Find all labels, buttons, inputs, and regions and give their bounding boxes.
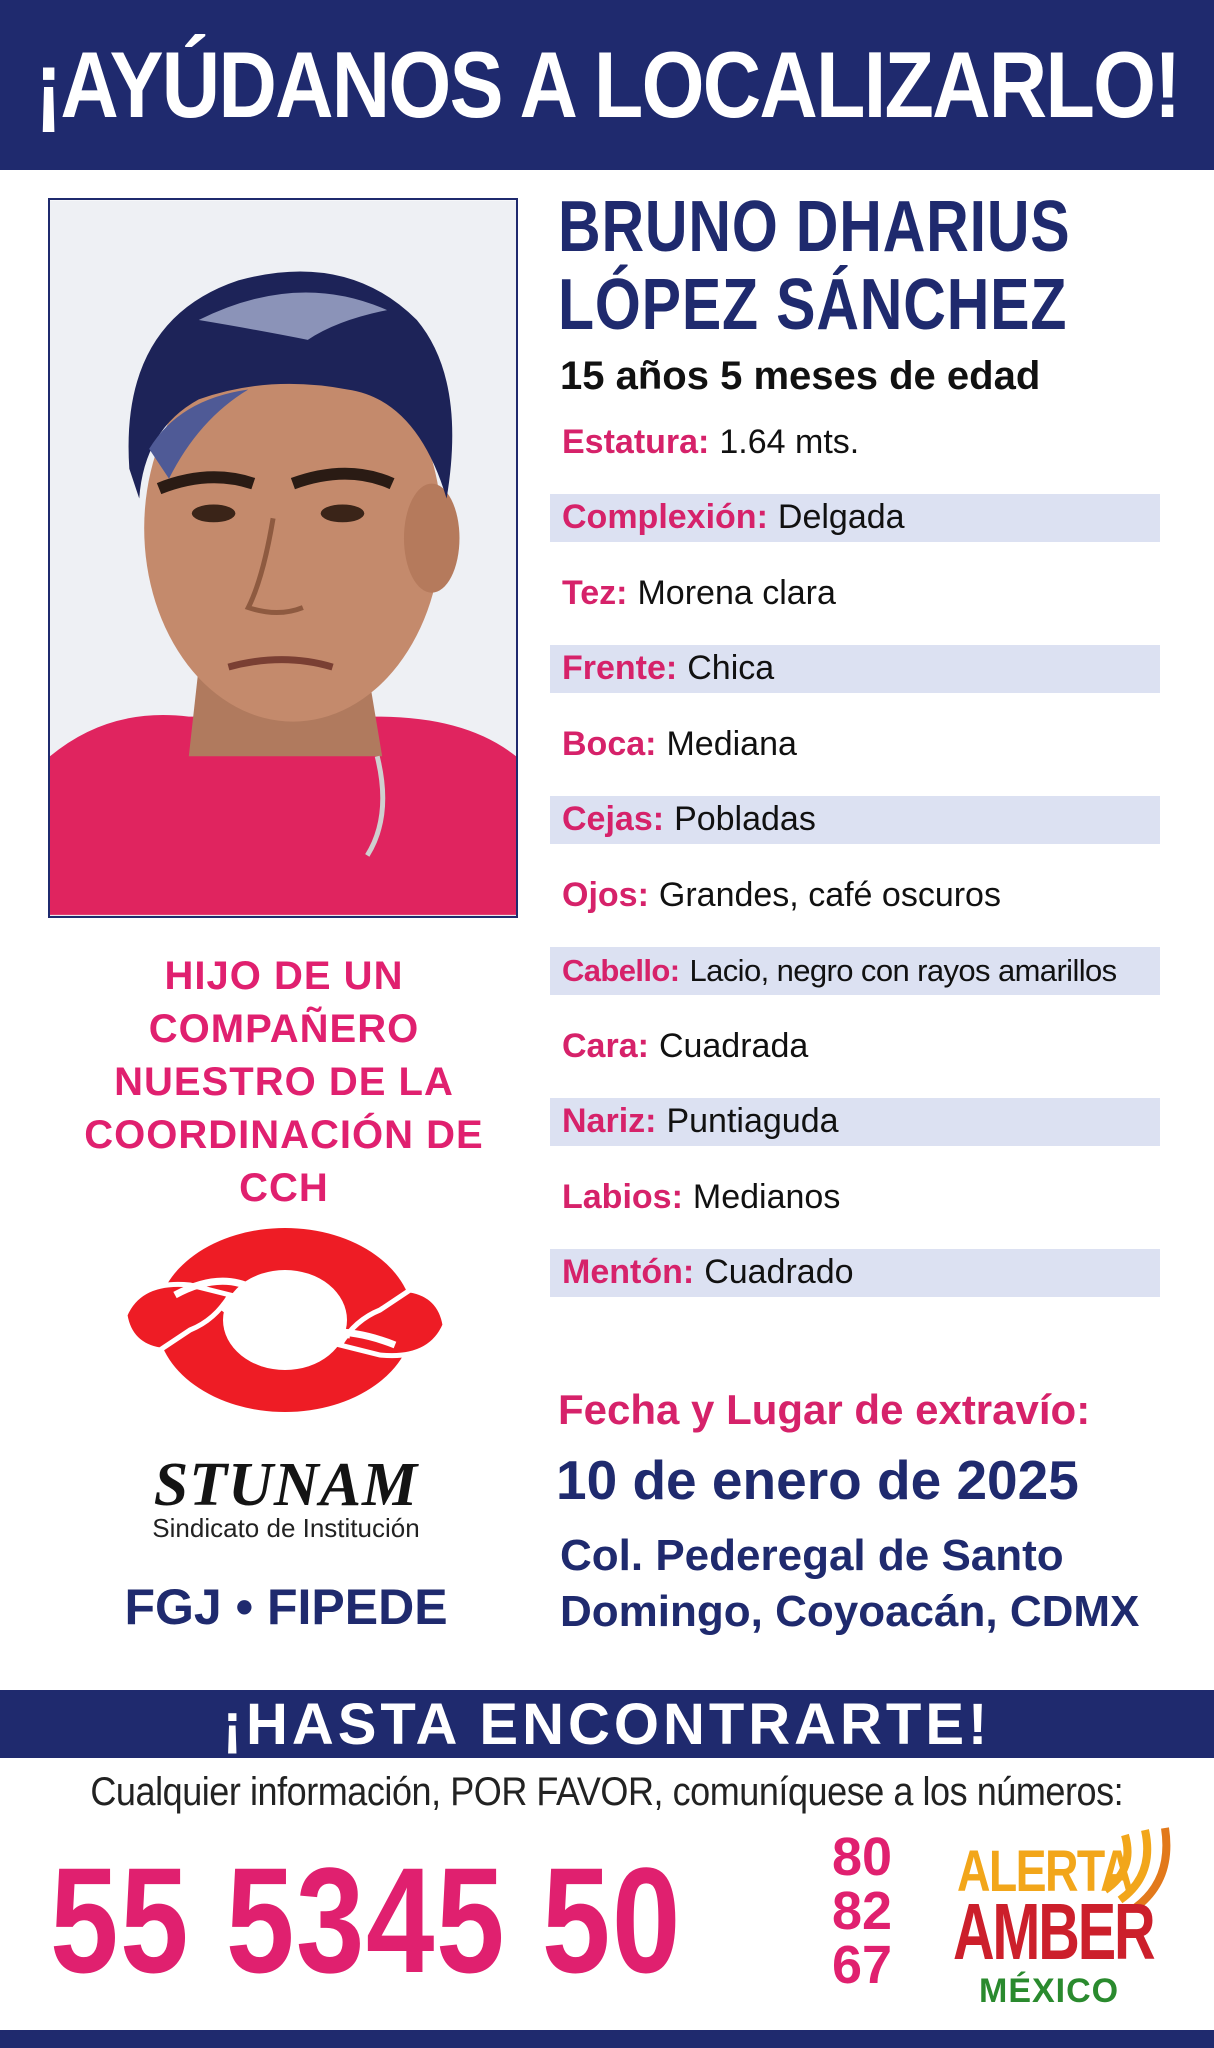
slogan: ¡HASTA ENCONTRARTE! [222, 1691, 992, 1757]
missing-person-photo [48, 198, 518, 918]
trait-label: Mentón: [562, 1253, 695, 1291]
agencies: FGJ • FIPEDE [124, 1579, 448, 1635]
union-name: STUNAM [153, 1451, 419, 1519]
trait-row [550, 494, 1160, 542]
person-name [558, 188, 1178, 344]
traits-list [550, 418, 1160, 1324]
bottom-strip [0, 2030, 1214, 2048]
trait-label: Complexión: [562, 498, 768, 536]
poster-title: ¡AYÚDANOS A LOCALIZARLO! [34, 32, 1180, 137]
trait-label: Frente: [562, 649, 678, 687]
disappearance-place [560, 1528, 1200, 1640]
trait-label: Nariz: [562, 1102, 657, 1140]
person-age: 15 años 5 meses de edad [560, 354, 1041, 398]
trait-row [550, 1173, 1160, 1221]
relation-line: NUESTRO DE LA [114, 1060, 454, 1104]
slogan-banner [0, 1690, 1214, 1758]
trait-value: Mediana [666, 724, 797, 763]
trait-row [550, 1249, 1160, 1297]
trait-value: Medianos [692, 1177, 841, 1216]
top-banner [0, 0, 1214, 170]
trait-label: Ojos: [562, 875, 649, 914]
trait-label: Cejas: [562, 800, 665, 838]
disappearance-label: Fecha y Lugar de extravío: [558, 1386, 1091, 1433]
trait-value: Morena clara [637, 573, 836, 612]
relation-note [36, 950, 532, 1215]
contact-instructions [0, 1770, 1214, 1815]
phone-main-digits: 55 5345 50 [50, 1836, 683, 2004]
trait-row [550, 796, 1160, 844]
amber-line1: ALERTA [957, 1839, 1133, 1904]
person-name-line2: LÓPEZ SÁNCHEZ [558, 265, 1068, 345]
trait-value: Lacio, negro con rayos amarillos [689, 952, 1117, 988]
trait-row [550, 720, 1160, 768]
trait-label: Tez: [562, 573, 628, 612]
trait-value: Grandes, café oscuros [658, 875, 1001, 914]
relation-line: COORDINACIÓN DE [84, 1113, 484, 1157]
contact-text: Cualquier información, POR FAVOR, comuníquese a los números: [90, 1770, 1124, 1814]
phone-extension: 82 [831, 1881, 893, 1941]
trait-row [550, 645, 1160, 693]
trait-value: Puntiaguda [666, 1102, 839, 1140]
trait-value: Cuadrada [658, 1026, 809, 1065]
relation-line: HIJO DE UN [164, 954, 404, 998]
trait-label: Cabello: [562, 952, 680, 988]
trait-row [550, 1022, 1160, 1070]
trait-label: Cara: [562, 1026, 649, 1065]
trait-label: Estatura: [562, 422, 710, 461]
trait-label: Boca: [562, 724, 657, 763]
amber-line3: MÉXICO [979, 1972, 1120, 2010]
person-name-line1: BRUNO DHARIUS [558, 187, 1071, 267]
trait-row [550, 1098, 1160, 1146]
place-line: Col. Pederegal de Santo [560, 1531, 1064, 1580]
phone-extension: 67 [831, 1935, 893, 1995]
trait-value: 1.64 mts. [719, 422, 860, 461]
place-line: Domingo, Coyoacán, CDMX [560, 1587, 1140, 1636]
phone-number [50, 1836, 821, 2004]
trait-row [550, 947, 1160, 995]
phone-extension: 80 [831, 1827, 893, 1887]
amber-alert-logo [945, 1820, 1175, 2015]
phone-extensions [812, 1827, 912, 1995]
stunam-logo-icon [120, 1225, 450, 1415]
union-subtitle: Sindicato de Institución [152, 1513, 420, 1543]
disappearance-date: 10 de enero de 2025 [556, 1449, 1079, 1511]
trait-row [550, 871, 1160, 919]
trait-value: Chica [687, 649, 775, 687]
trait-value: Delgada [777, 498, 905, 536]
trait-value: Cuadrado [704, 1253, 854, 1291]
trait-row [550, 569, 1160, 617]
trait-value: Pobladas [674, 800, 816, 838]
trait-row [550, 418, 1160, 466]
relation-line: CCH [239, 1166, 329, 1210]
amber-line2: AMBER [953, 1887, 1154, 1976]
relation-line: COMPAÑERO [148, 1007, 420, 1051]
trait-label: Labios: [562, 1177, 683, 1216]
